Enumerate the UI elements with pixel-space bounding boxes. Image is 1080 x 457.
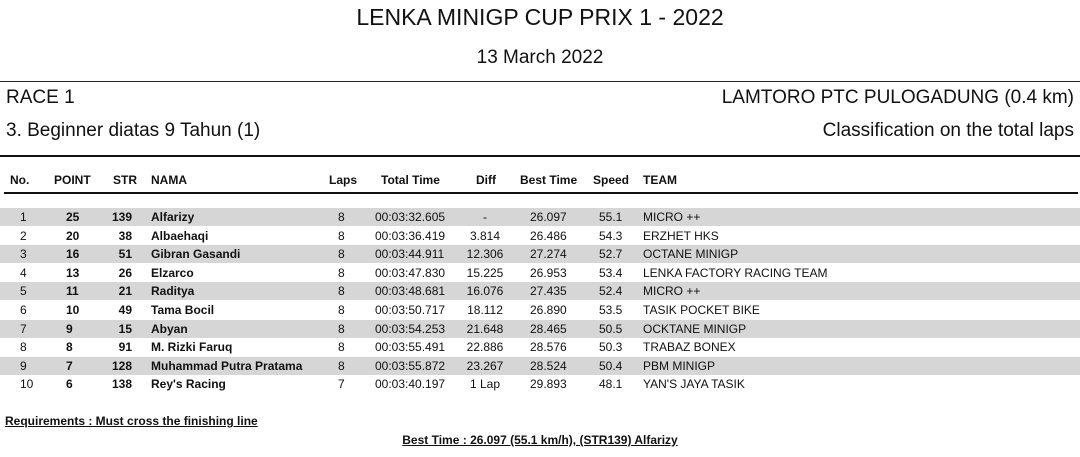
cell-team: ERZHET HKS — [643, 228, 719, 243]
cell-laps: 8 — [338, 210, 345, 224]
col-speed: Speed — [593, 173, 630, 187]
cell-point: 10 — [66, 303, 80, 317]
cell-str: 49 — [118, 303, 132, 317]
cell-best-time: 26.486 — [530, 228, 567, 243]
col-nama: NAMA — [151, 173, 187, 187]
cell-str: 38 — [118, 228, 132, 243]
cell-best-time: 29.893 — [530, 377, 567, 392]
table-header — [0, 171, 1080, 189]
cell-speed: 53.4 — [599, 265, 623, 280]
table-row — [0, 227, 1080, 245]
cell-nama: Gibran Gasandi — [151, 247, 241, 262]
cell-nama: Raditya — [151, 284, 195, 299]
table-row — [0, 264, 1080, 282]
cell-point: 25 — [66, 210, 80, 224]
cell-team: TASIK POCKET BIKE — [643, 303, 760, 317]
cell-point: 6 — [66, 377, 73, 392]
cell-str: 51 — [118, 247, 132, 262]
cell-diff: 21.648 — [466, 321, 504, 336]
cell-nama: Abyan — [151, 321, 188, 336]
cell-best-time: 26.953 — [530, 265, 567, 280]
race-label: RACE 1 — [6, 87, 75, 108]
cell-laps: 8 — [338, 321, 345, 336]
cell-str: 91 — [118, 340, 132, 355]
table-row — [0, 301, 1080, 319]
cell-team: LENKA FACTORY RACING TEAM — [643, 265, 828, 280]
cell-point: 20 — [66, 228, 80, 243]
best-time-note: Best Time : 26.097 (55.1 km/h), (STR139) Alfarizy — [402, 433, 678, 447]
cell-speed: 50.3 — [599, 340, 623, 355]
cell-total-time: 00:03:48.681 — [375, 284, 446, 299]
cell-no: 8 — [20, 340, 27, 355]
cell-best-time: 28.465 — [530, 321, 567, 336]
cell-total-time: 00:03:44.911 — [375, 247, 445, 262]
classification-label: Classification on the total laps — [822, 120, 1074, 141]
cell-diff: 22.886 — [466, 340, 504, 355]
requirements-note: Requirements : Must cross the finishing line — [5, 414, 258, 428]
cell-team: MICRO ++ — [643, 210, 701, 224]
cell-best-time: 28.524 — [530, 358, 567, 373]
cell-laps: 8 — [338, 303, 345, 317]
cell-point: 16 — [66, 247, 80, 262]
cell-total-time: 00:03:50.717 — [375, 303, 446, 317]
divider — [0, 81, 1080, 82]
cell-speed: 53.5 — [599, 303, 623, 317]
cell-best-time: 27.435 — [530, 284, 567, 299]
cell-nama: Rey's Racing — [151, 377, 226, 392]
page-title: LENKA MINIGP CUP PRIX 1 - 2022 — [356, 4, 724, 30]
col-str: STR — [113, 173, 137, 187]
table-row — [0, 282, 1080, 300]
cell-speed: 55.1 — [599, 210, 623, 224]
table-row — [0, 245, 1080, 263]
cell-laps: 8 — [338, 265, 345, 280]
event-date: 13 March 2022 — [476, 47, 604, 68]
cell-diff: 15.225 — [466, 265, 504, 280]
cell-team: YAN'S JAYA TASIK — [643, 377, 745, 392]
cell-total-time: 00:03:40.197 — [375, 377, 446, 392]
cell-str: 128 — [111, 358, 132, 373]
cell-no: 3 — [20, 247, 27, 262]
cell-diff: 12.306 — [466, 247, 504, 262]
cell-nama: M. Rizki Faruq — [151, 340, 233, 355]
cell-nama: Alfarizy — [151, 210, 195, 224]
cell-best-time: 28.576 — [530, 340, 567, 355]
cell-point: 7 — [66, 358, 73, 373]
cell-no: 5 — [20, 284, 27, 299]
cell-diff: 23.267 — [466, 358, 504, 373]
cell-team: OCKTANE MINIGP — [643, 321, 747, 336]
cell-total-time: 00:03:55.491 — [375, 340, 446, 355]
cell-best-time: 27.274 — [530, 247, 567, 262]
cell-total-time: 00:03:32.605 — [375, 210, 446, 224]
cell-speed: 50.5 — [599, 321, 623, 336]
cell-speed: 50.4 — [599, 358, 623, 373]
cell-no: 6 — [20, 303, 27, 317]
cell-nama: Tama Bocil — [151, 303, 215, 317]
cell-team: PBM MINIGP — [643, 358, 716, 373]
cell-diff: 18.112 — [467, 303, 503, 317]
cell-point: 8 — [66, 340, 73, 355]
cell-total-time: 00:03:54.253 — [375, 321, 446, 336]
cell-no: 2 — [20, 228, 27, 243]
cell-diff: 3.814 — [469, 228, 501, 243]
cell-diff: 1 Lap — [469, 377, 501, 392]
cell-laps: 8 — [338, 358, 345, 373]
cell-laps: 8 — [338, 228, 345, 243]
col-team: TEAM — [643, 173, 677, 187]
cell-total-time: 00:03:36.419 — [375, 228, 446, 243]
col-total-time: Total Time — [381, 173, 440, 187]
cell-best-time: 26.890 — [530, 303, 567, 317]
cell-best-time: 26.097 — [530, 210, 567, 224]
cell-laps: 8 — [338, 284, 345, 299]
table-row — [0, 375, 1080, 393]
cell-no: 7 — [20, 321, 27, 336]
cell-diff: 16.076 — [466, 284, 504, 299]
col-laps: Laps — [329, 173, 358, 187]
cell-no: 10 — [20, 377, 34, 392]
cell-no: 9 — [20, 358, 27, 373]
cell-speed: 54.3 — [599, 228, 623, 243]
table-row — [0, 208, 1080, 226]
cell-no: 1 — [20, 210, 27, 224]
col-best-time: Best Time — [520, 173, 578, 187]
cell-nama: Elzarco — [151, 265, 194, 280]
cell-laps: 8 — [338, 340, 345, 355]
cell-str: 138 — [111, 377, 132, 392]
cell-str: 15 — [118, 321, 132, 336]
col-diff: Diff — [476, 173, 496, 187]
divider — [0, 155, 1080, 157]
cell-speed: 52.4 — [599, 284, 623, 299]
cell-point: 13 — [66, 265, 80, 280]
cell-point: 11 — [66, 284, 79, 299]
col-point: POINT — [54, 173, 91, 187]
cell-team: OCTANE MINIGP — [643, 247, 739, 262]
cell-str: 139 — [111, 210, 132, 224]
table-row — [0, 338, 1080, 356]
cell-str: 21 — [118, 284, 132, 299]
table-row — [0, 357, 1080, 375]
cell-no: 4 — [20, 265, 27, 280]
track-label: LAMTORO PTC PULOGADUNG (0.4 km) — [721, 87, 1074, 108]
cell-nama: Albaehaqi — [151, 228, 209, 243]
table-row — [0, 320, 1080, 338]
cell-team: TRABAZ BONEX — [643, 340, 736, 355]
cell-total-time: 00:03:47.830 — [375, 265, 446, 280]
cell-team: MICRO ++ — [643, 284, 701, 299]
cell-point: 9 — [66, 321, 73, 336]
cell-total-time: 00:03:55.872 — [375, 358, 446, 373]
cell-laps: 7 — [338, 377, 345, 392]
cell-laps: 8 — [338, 247, 345, 262]
divider — [4, 192, 1078, 194]
cell-speed: 52.7 — [599, 247, 623, 262]
cell-speed: 48.1 — [599, 377, 623, 392]
cell-str: 26 — [118, 265, 132, 280]
cell-nama: Muhammad Putra Pratama — [151, 358, 303, 373]
col-no: No. — [10, 173, 30, 187]
category-label: 3. Beginner diatas 9 Tahun (1) — [6, 120, 261, 141]
cell-diff: - — [483, 210, 487, 224]
